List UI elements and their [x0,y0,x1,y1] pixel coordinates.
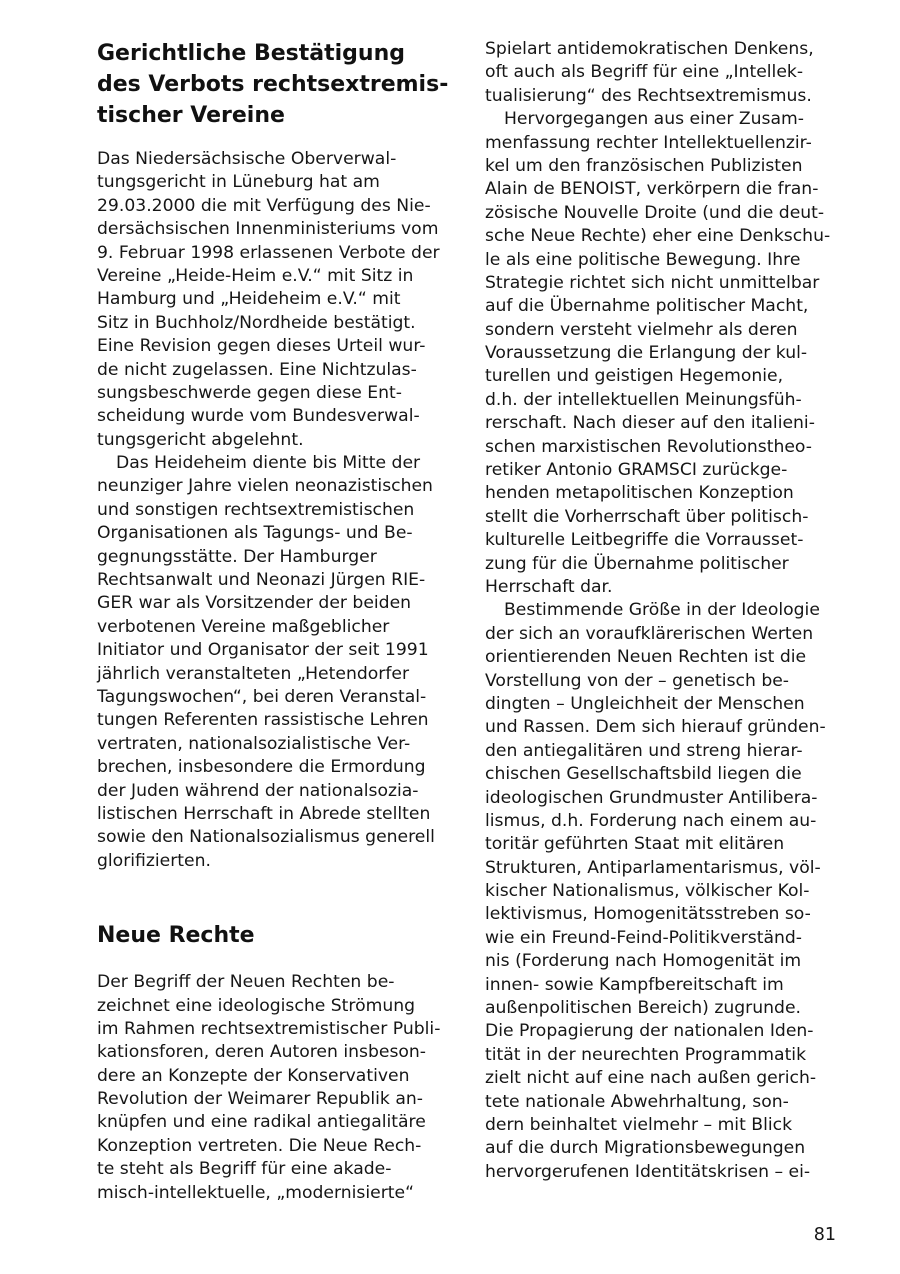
text-line: brechen, insbesondere die Ermordung [97,757,426,778]
text-line: Strategie richtet sich nicht unmittelbar [485,272,820,293]
text-line: menfassung rechter Intellektuellenzir- [485,132,812,153]
text-line: der Juden während der nationalsozia- [97,780,419,801]
text-line: dern beinhaltet vielmehr – mit Blick [485,1114,793,1135]
text-line: d.h. der intellektuellen Meinungsfüh- [485,389,802,410]
text-line: scheidung wurde vom Bundesverwal- [97,406,420,427]
text-line: lektivismus, Homogenitätsstreben so- [485,904,811,925]
text-line: sondern versteht vielmehr als deren [485,319,798,340]
text-line: Organisationen als Tagungs- und Be- [97,523,413,544]
text-line: zung für die Übernahme politischer [485,553,789,574]
text-line: gegnungsstätte. Der Hamburger [97,546,377,567]
text-line: Hervorgegangen aus einer Zusam- [504,109,804,130]
right-column [485,38,840,1184]
text-line: toritär geführten Staat mit elitären [485,834,785,855]
text-line: misch-intellektuelle, „modernisierte“ [97,1182,415,1203]
text-line: le als eine politische Bewegung. Ihre [485,249,801,270]
text-line: sche Neue Rechte) eher eine Denkschu- [485,226,831,247]
text-line: zeichnet eine ideologische Strömung [97,995,416,1016]
text-line: listischen Herrschaft in Abrede stellten [97,803,431,824]
text-line: 29.03.2000 die mit Verfügung des Nie- [97,195,431,216]
text-line: kulturelle Leitbegriffe die Vorrausset- [485,530,804,551]
text-line: verbotenen Vereine maßgeblicher [97,616,390,637]
paragraph [97,148,452,452]
text-line: Voraussetzung die Erlangung der kul- [485,343,808,364]
text-line: Strukturen, Antiparlamentarismus, völ- [485,857,821,878]
paragraph [97,971,452,1205]
text-line: Eine Revision gegen dieses Urteil wur- [97,336,426,357]
text-line: Das Heideheim diente bis Mitte der [116,453,421,474]
paragraph [485,108,840,599]
text-line: zielt nicht auf eine nach außen gerich- [485,1068,817,1089]
text-line: oft auch als Begriff für eine „Intellek- [485,62,804,83]
text-line: kel um den französischen Publizisten [485,155,803,176]
text-line: Alain de BENOIST, verkörpern die fran- [485,179,819,200]
text-line: Vorstellung von der – genetisch be- [485,670,790,691]
text-line: vertraten, nationalsozialistische Ver- [97,733,411,754]
text-line: knüpfen und eine radikal antiegalitäre [97,1112,426,1133]
text-line: glorifizierten. [97,850,211,871]
text-line: und sonstigen rechtsextremistischen [97,499,415,520]
text-line: sowie den Nationalsozialismus generell [97,827,435,848]
text-line: dingten – Ungleichheit der Menschen [485,693,805,714]
paragraph [97,452,452,873]
text-line: Hamburg und „Heideheim e.V.“ mit [97,289,401,310]
text-line: retiker Antonio GRAMSCI zurückge- [485,460,788,481]
heading-line: tischer Vereine [97,103,285,128]
text-line: kischer Nationalismus, völkischer Kol- [485,881,810,902]
text-line: außenpolitischen Bereich) zugrunde. [485,998,801,1019]
text-line: wie ein Freund-Feind-Politikverständ- [485,927,803,948]
text-line: schen marxistischen Revolutionstheo- [485,436,812,457]
text-line: Spielart antidemokratischen Denkens, [485,39,814,59]
text-line: im Rahmen rechtsextremistischer Publi- [97,1018,441,1039]
text-line: neunziger Jahre vielen neonazistischen [97,476,433,497]
text-line: Revolution der Weimarer Republik an- [97,1089,423,1110]
text-line: Herrschaft dar. [485,576,613,597]
text-line: Initiator und Organisator der seit 1991 [97,640,429,661]
paragraph [485,38,840,108]
left-column [97,38,452,1205]
text-line: jährlich veranstalteten „Hetendorfer [97,663,410,684]
text-line: Tagungswochen“, bei deren Veranstal- [97,686,427,707]
text-line: stellt die Vorherrschaft über politisch- [485,506,809,527]
text-line: orientierenden Neuen Rechten ist die [485,647,807,668]
section-heading-verbot [97,38,452,131]
text-line: hervorgerufenen Identitätskrisen – ei- [485,1161,811,1182]
text-line: zösische Nouvelle Droite (und die deut- [485,202,825,223]
text-line: auf die Übernahme politischer Macht, [485,296,809,317]
text-line: tität in der neurechten Programmatik [485,1044,807,1065]
text-line: Sitz in Buchholz/Nordheide bestätigt. [97,312,416,333]
text-line: Das Niedersächsische Oberverwal- [97,149,397,169]
text-line: tungsgericht in Lüneburg hat am [97,172,380,193]
text-line: tungen Referenten rassistische Lehren [97,710,429,731]
text-line: tualisierung“ des Rechtsextremismus. [485,85,812,106]
text-line: Vereine „Heide-Heim e.V.“ mit Sitz in [97,265,414,286]
text-line: dersächsischen Innenministeriums vom [97,219,439,240]
text-line: lismus, d.h. Forderung nach einem au- [485,810,817,831]
text-line: kationsforen, deren Autoren insbeson- [97,1042,427,1063]
heading-line: Neue Rechte [97,923,255,949]
text-line: Konzeption vertreten. Die Neue Rech- [97,1135,422,1156]
text-line: den antiegalitären und streng hierar- [485,740,803,761]
text-line: tete nationale Abwehrhaltung, son- [485,1091,789,1112]
heading-line: Gerichtliche Bestätigung [97,41,405,66]
text-line: Die Propagierung der nationalen Iden- [485,1021,814,1042]
text-line: nis (Forderung nach Homogenität im [485,951,802,972]
section-heading-neue-rechte [97,920,452,951]
text-line: dere an Konzepte der Konservativen [97,1065,410,1086]
text-line: Bestimmende Größe in der Ideologie [504,600,820,621]
text-line: auf die durch Migrationsbewegungen [485,1138,806,1159]
text-line: 9. Februar 1998 erlassenen Verbote der [97,242,440,263]
text-line: ideologischen Grundmuster Antilibera- [485,787,818,808]
text-line: de nicht zugelassen. Eine Nichtzulas- [97,359,417,380]
heading-line: des Verbots rechtsextremis- [97,72,449,97]
text-line: sungsbeschwerde gegen diese Ent- [97,382,403,403]
text-line: innen- sowie Kampfbereitschaft im [485,974,784,995]
text-line: rerschaft. Nach dieser auf den italieni- [485,413,815,434]
page-number: 81 [813,1225,836,1245]
paragraph [485,599,840,1184]
text-line: tungsgericht abgelehnt. [97,429,304,450]
text-line: chischen Gesellschaftsbild liegen die [485,764,802,785]
text-line: te steht als Begriff für eine akade- [97,1159,392,1180]
text-line: henden metapolitischen Konzeption [485,483,794,504]
text-line: Rechtsanwalt und Neonazi Jürgen RIE- [97,570,426,591]
text-line: Der Begriff der Neuen Rechten be- [97,972,395,993]
text-line: der sich an voraufklärerischen Werten [485,623,814,644]
text-line: GER war als Vorsitzender der beiden [97,593,412,614]
text-line: und Rassen. Dem sich hierauf gründen- [485,717,826,738]
text-line: turellen und geistigen Hegemonie, [485,366,784,387]
